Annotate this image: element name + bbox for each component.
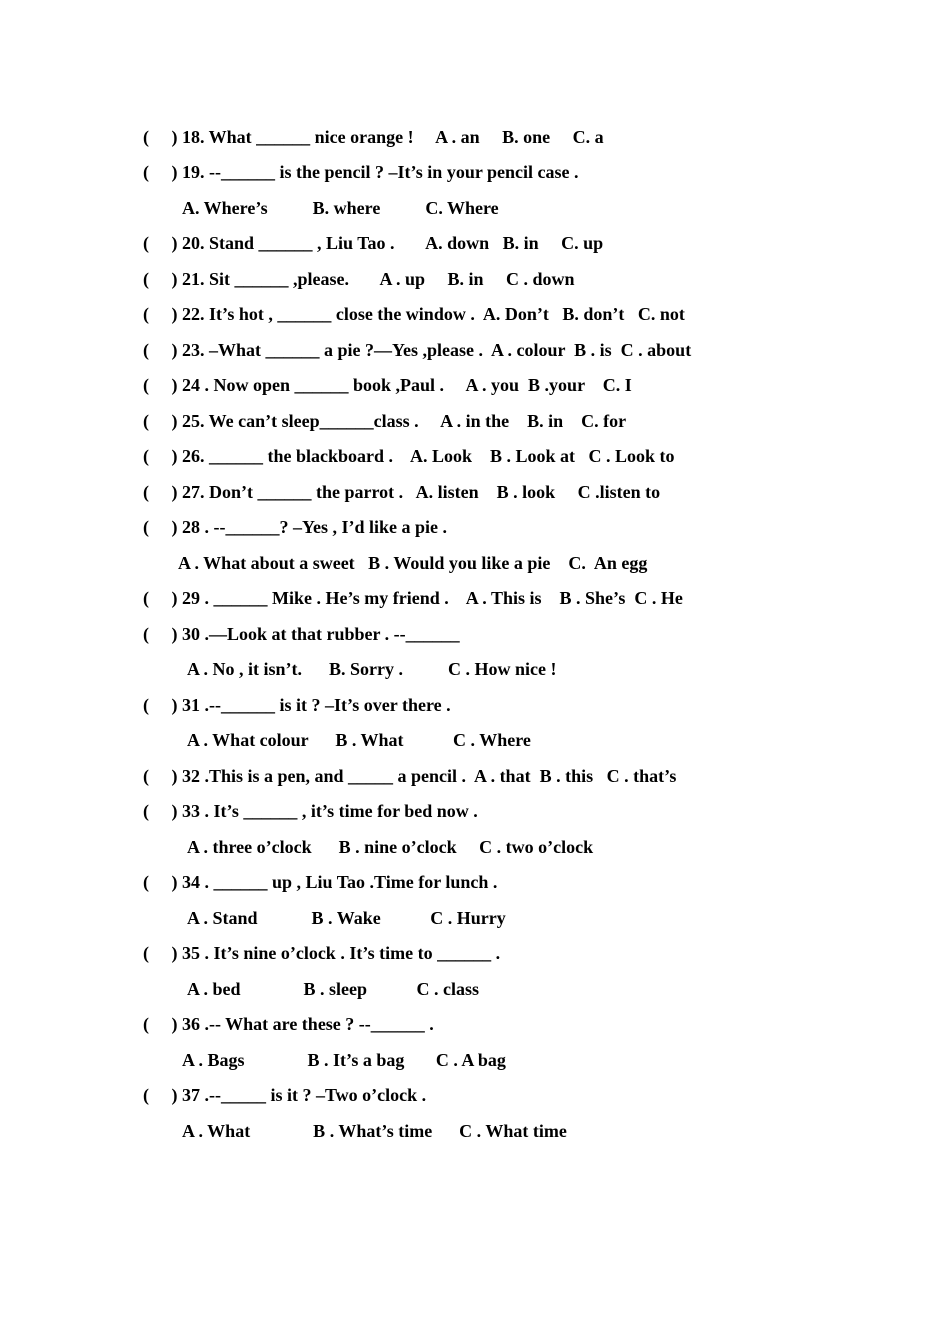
question-37: ( ) 37 .--_____ is it ? –Two o’clock .	[143, 1085, 427, 1105]
question-30: ( ) 30 .—Look at that rubber . --______	[143, 624, 460, 644]
question-29: ( ) 29 . ______ Mike . He’s my friend . A . This is B . She’s C . He	[143, 588, 683, 608]
question-25: ( ) 25. We can’t sleep______class . A . in the B. in C. for	[143, 411, 627, 431]
question-27: ( ) 27. Don’t ______ the parrot . A. listen B . look C .listen to	[143, 482, 661, 502]
question-35-options: A . bed B . sleep C . class	[187, 979, 480, 999]
question-33-options: A . three o’clock B . nine o’clock C . two o’clock	[187, 837, 594, 857]
question-28: ( ) 28 . --______? –Yes , I’d like a pie .	[143, 517, 447, 537]
question-23: ( ) 23. –What ______ a pie ?—Yes ,please . A . colour B . is C . about	[143, 340, 692, 360]
question-36: ( ) 36 .-- What are these ? --______ .	[143, 1014, 434, 1034]
question-19: ( ) 19. --______ is the pencil ? –It’s in your pencil case .	[143, 162, 579, 182]
question-34: ( ) 34 . ______ up , Liu Tao .Time for lunch .	[143, 872, 498, 892]
question-33: ( ) 33 . It’s ______ , it’s time for bed now .	[143, 801, 478, 821]
question-19-options: A. Where’s B. where C. Where	[182, 198, 499, 218]
question-34-options: A . Stand B . Wake C . Hurry	[187, 908, 506, 928]
question-21: ( ) 21. Sit ______ ,please. A . up B. in C . down	[143, 269, 575, 289]
question-20: ( ) 20. Stand ______ , Liu Tao . A. down B. in C. up	[143, 233, 604, 253]
question-26: ( ) 26. ______ the blackboard . A. Look B . Look at C . Look to	[143, 446, 675, 466]
question-28-options: A . What about a sweet B . Would you like a pie C. An egg	[178, 553, 648, 573]
question-31-options: A . What colour B . What C . Where	[187, 730, 531, 750]
question-31: ( ) 31 .--______ is it ? –It’s over there .	[143, 695, 451, 715]
question-18: ( ) 18. What ______ nice orange ! A . an B. one C. a	[143, 127, 604, 147]
question-36-options: A . Bags B . It’s a bag C . A bag	[182, 1050, 506, 1070]
question-35: ( ) 35 . It’s nine o’clock . It’s time to ______ .	[143, 943, 501, 963]
question-22: ( ) 22. It’s hot , ______ close the window . A. Don’t B. don’t C. not	[143, 304, 685, 324]
question-30-options: A . No , it isn’t. B. Sorry . C . How nice !	[187, 659, 557, 679]
question-37-options: A . What B . What’s time C . What time	[182, 1121, 567, 1141]
question-24: ( ) 24 . Now open ______ book ,Paul . A . you B .your C. I	[143, 375, 632, 395]
question-32: ( ) 32 .This is a pen, and _____ a pencil . A . that B . this C . that’s	[143, 766, 677, 786]
